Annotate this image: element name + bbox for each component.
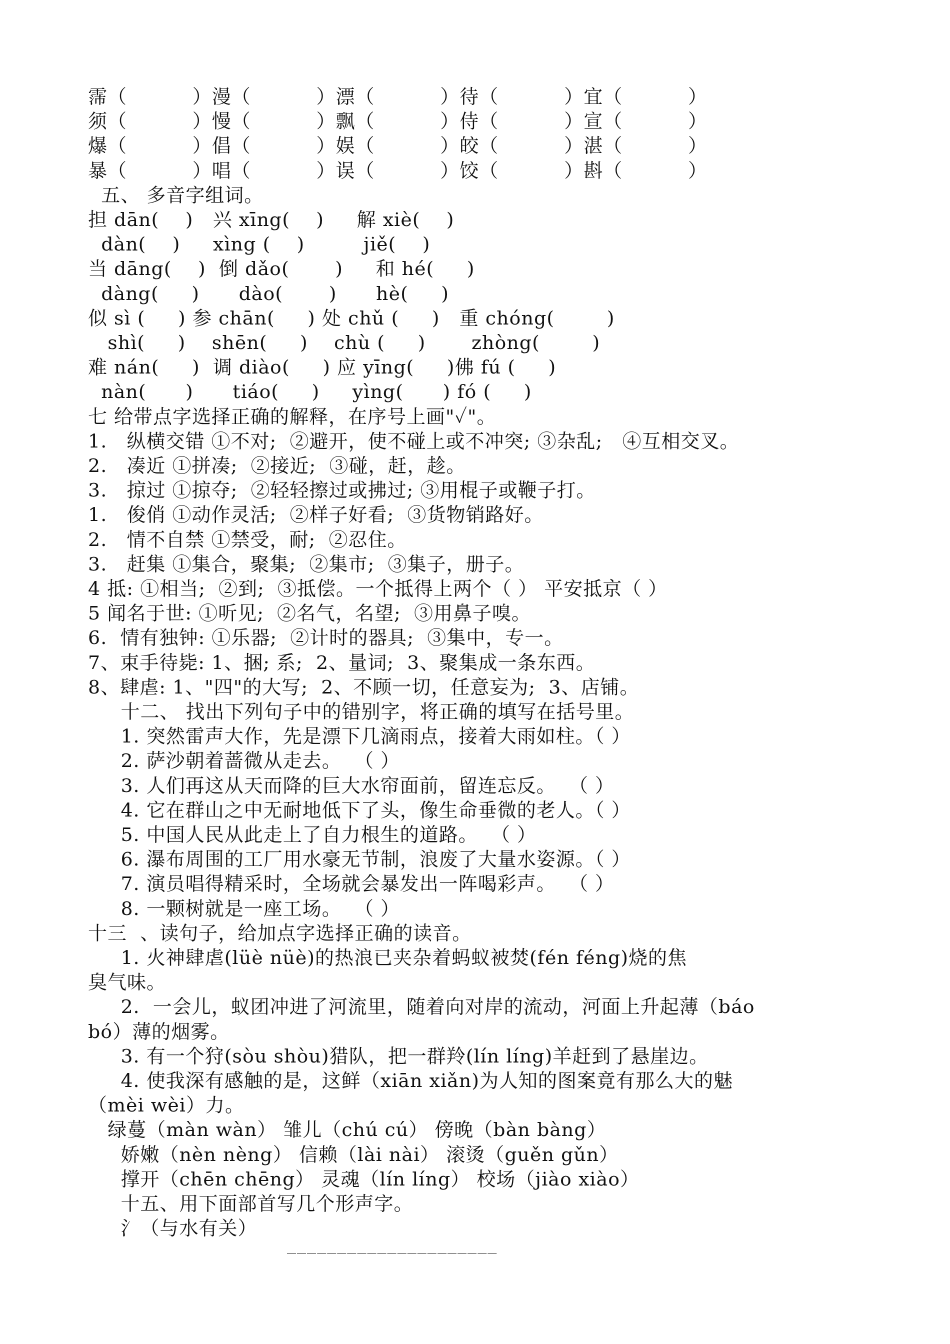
text-line: 5. 中国人民从此走上了自力根生的道路。 （ ） bbox=[88, 824, 537, 846]
text-line: 7、束手待毙: 1、捆; 系; 2、量词; 3、聚集成一条东西。 bbox=[88, 651, 596, 674]
text-line: 五、 多音字组词。 bbox=[88, 184, 264, 207]
text-line: 须（ ）慢（ ）飘（ ）侍（ ）宣（ ） bbox=[88, 110, 708, 133]
text-line: 娇嫩（nèn nèng） 信赖（lài nài） 滚烫（guěn gǔn） bbox=[88, 1143, 619, 1166]
text-line: （mèi wèi）力。 bbox=[88, 1094, 245, 1117]
text-line: 担 dān( ) 兴 xīng( ) 解 xiè( ) bbox=[88, 209, 455, 231]
text-line: 7. 演员唱得精采时，全场就会暴发出一阵喝彩声。 （ ） bbox=[88, 873, 615, 896]
text-line: 1. 火神肆虐(lüè nüè)的热浪已夹杂着蚂蚁被焚(fén féng)烧的焦 bbox=[88, 947, 688, 969]
text-line: 似 sì ( ) 参 chān( ) 处 chǔ ( ) 重 chóng( ) bbox=[88, 307, 615, 330]
text-line: 6. 情有独钟: ①乐器; ②计时的器具; ③集中，专一。 bbox=[88, 627, 564, 650]
text-line: 1. 突然雷声大作，先是漂下几滴雨点，接着大雨如柱。（ ） bbox=[88, 725, 631, 748]
text-line: 4 抵: ①相当; ②到; ③抵偿。一个抵得上两个（ ） 平安抵京（ ） bbox=[88, 578, 668, 600]
text-line: 1. 纵横交错 ①不对; ②避开，使不碰上或不冲突; ③杂乱; ④互相交叉。 bbox=[88, 430, 740, 453]
text-line: 十二、 找出下列句子中的错别字，将正确的填写在括号里。 bbox=[88, 701, 635, 723]
text-line: dàng( ) dào( ) hè( ) bbox=[88, 282, 450, 305]
text-line: 难 nán( ) 调 diào( ) 应 yīng( )佛 fú ( ) bbox=[88, 356, 557, 379]
text-line: dàn( ) xìng ( ) jiě( ) bbox=[88, 233, 431, 256]
text-line: 8、肆虐: 1、"四"的大写; 2、不顾一切，任意妄为; 3、店铺。 bbox=[88, 676, 640, 699]
text-line: 6. 瀑布周围的工厂用水豪无节制，浪废了大量水姿源。（ ） bbox=[88, 848, 631, 871]
text-line: 爆（ ）倡（ ）娱（ ）皎（ ）湛（ ） bbox=[88, 135, 708, 158]
text-line: nàn( ) tiáo( ) yìng( ) fó ( ) bbox=[88, 381, 532, 404]
text-line: 2. 一会儿，蚁团冲进了河流里，随着向对岸的流动，河面上升起薄（báo bbox=[88, 996, 755, 1019]
text-line: 5 闻名于世: ①听见; ②名气，名望; ③用鼻子嗅。 bbox=[88, 602, 532, 625]
text-line: shì( ) shēn( ) chù ( ) zhòng( ) bbox=[88, 332, 601, 354]
text-line: 3. 赶集 ①集合，聚集; ②集市; ③集子，册子。 bbox=[88, 553, 525, 576]
text-line: 2. 萨沙朝着蔷微从走去。 （ ） bbox=[88, 750, 400, 773]
text-line: 1. 俊俏 ①动作灵活; ②样子好看; ③货物销路好。 bbox=[88, 504, 544, 527]
text-line: 2. 情不自禁 ①禁受，耐; ②忍住。 bbox=[88, 528, 407, 551]
text-line: 七 给带点字选择正确的解释，在序号上画"✓"。 bbox=[88, 405, 497, 428]
answer-blank-line[interactable]: _____________________ bbox=[287, 1236, 498, 1254]
text-line: 当 dāng( ) 倒 dǎo( ) 和 hé( ) bbox=[88, 258, 475, 281]
text-line: 霈（ ）漫（ ）漂（ ）待（ ）宜（ ） bbox=[88, 86, 708, 108]
text-line: bó）薄的烟雾。 bbox=[88, 1020, 230, 1043]
text-line: 4. 它在群山之中无耐地低下了头，像生命垂微的老人。（ ） bbox=[88, 799, 631, 822]
text-line: 4. 使我深有感触的是，这鲜（xiān xiǎn)为人知的图案竟有那么大的魅 bbox=[88, 1070, 734, 1092]
text-line: 2. 凑近 ①拼凑; ②接近; ③碰，赶，趁。 bbox=[88, 455, 466, 477]
text-line: 3. 掠过 ①掠夺; ②轻轻擦过或拂过; ③用棍子或鞭子打。 bbox=[88, 479, 596, 502]
text-line: 暴（ ）唱（ ）误（ ）饺（ ）斟（ ） bbox=[88, 159, 708, 182]
text-line: 撑开（chēn chēng） 灵魂（lín líng） 校场（jiào xiào） bbox=[88, 1168, 640, 1191]
text-line: 十五、用下面部首写几个形声字。 bbox=[88, 1193, 414, 1215]
text-line: 十三 、读句子，给加点字选择正确的读音。 bbox=[88, 922, 472, 945]
text-line: 3. 人们再这从天而降的巨大水帘面前，留连忘反。 （ ） bbox=[88, 774, 615, 797]
text-line: 绿蔓（màn wàn） 雏儿（chú cú） 傍晚（bàn bàng） bbox=[88, 1119, 607, 1142]
text-line: 8. 一颗树就是一座工场。 （ ） bbox=[88, 897, 400, 920]
text-line: 臭气味。 bbox=[88, 971, 167, 994]
text-line: 3. 有一个狩(sòu shòu)猎队，把一群羚(lín líng)羊赶到了悬崖边。 bbox=[88, 1045, 709, 1068]
text-line: 氵（与水有关） bbox=[88, 1217, 258, 1240]
